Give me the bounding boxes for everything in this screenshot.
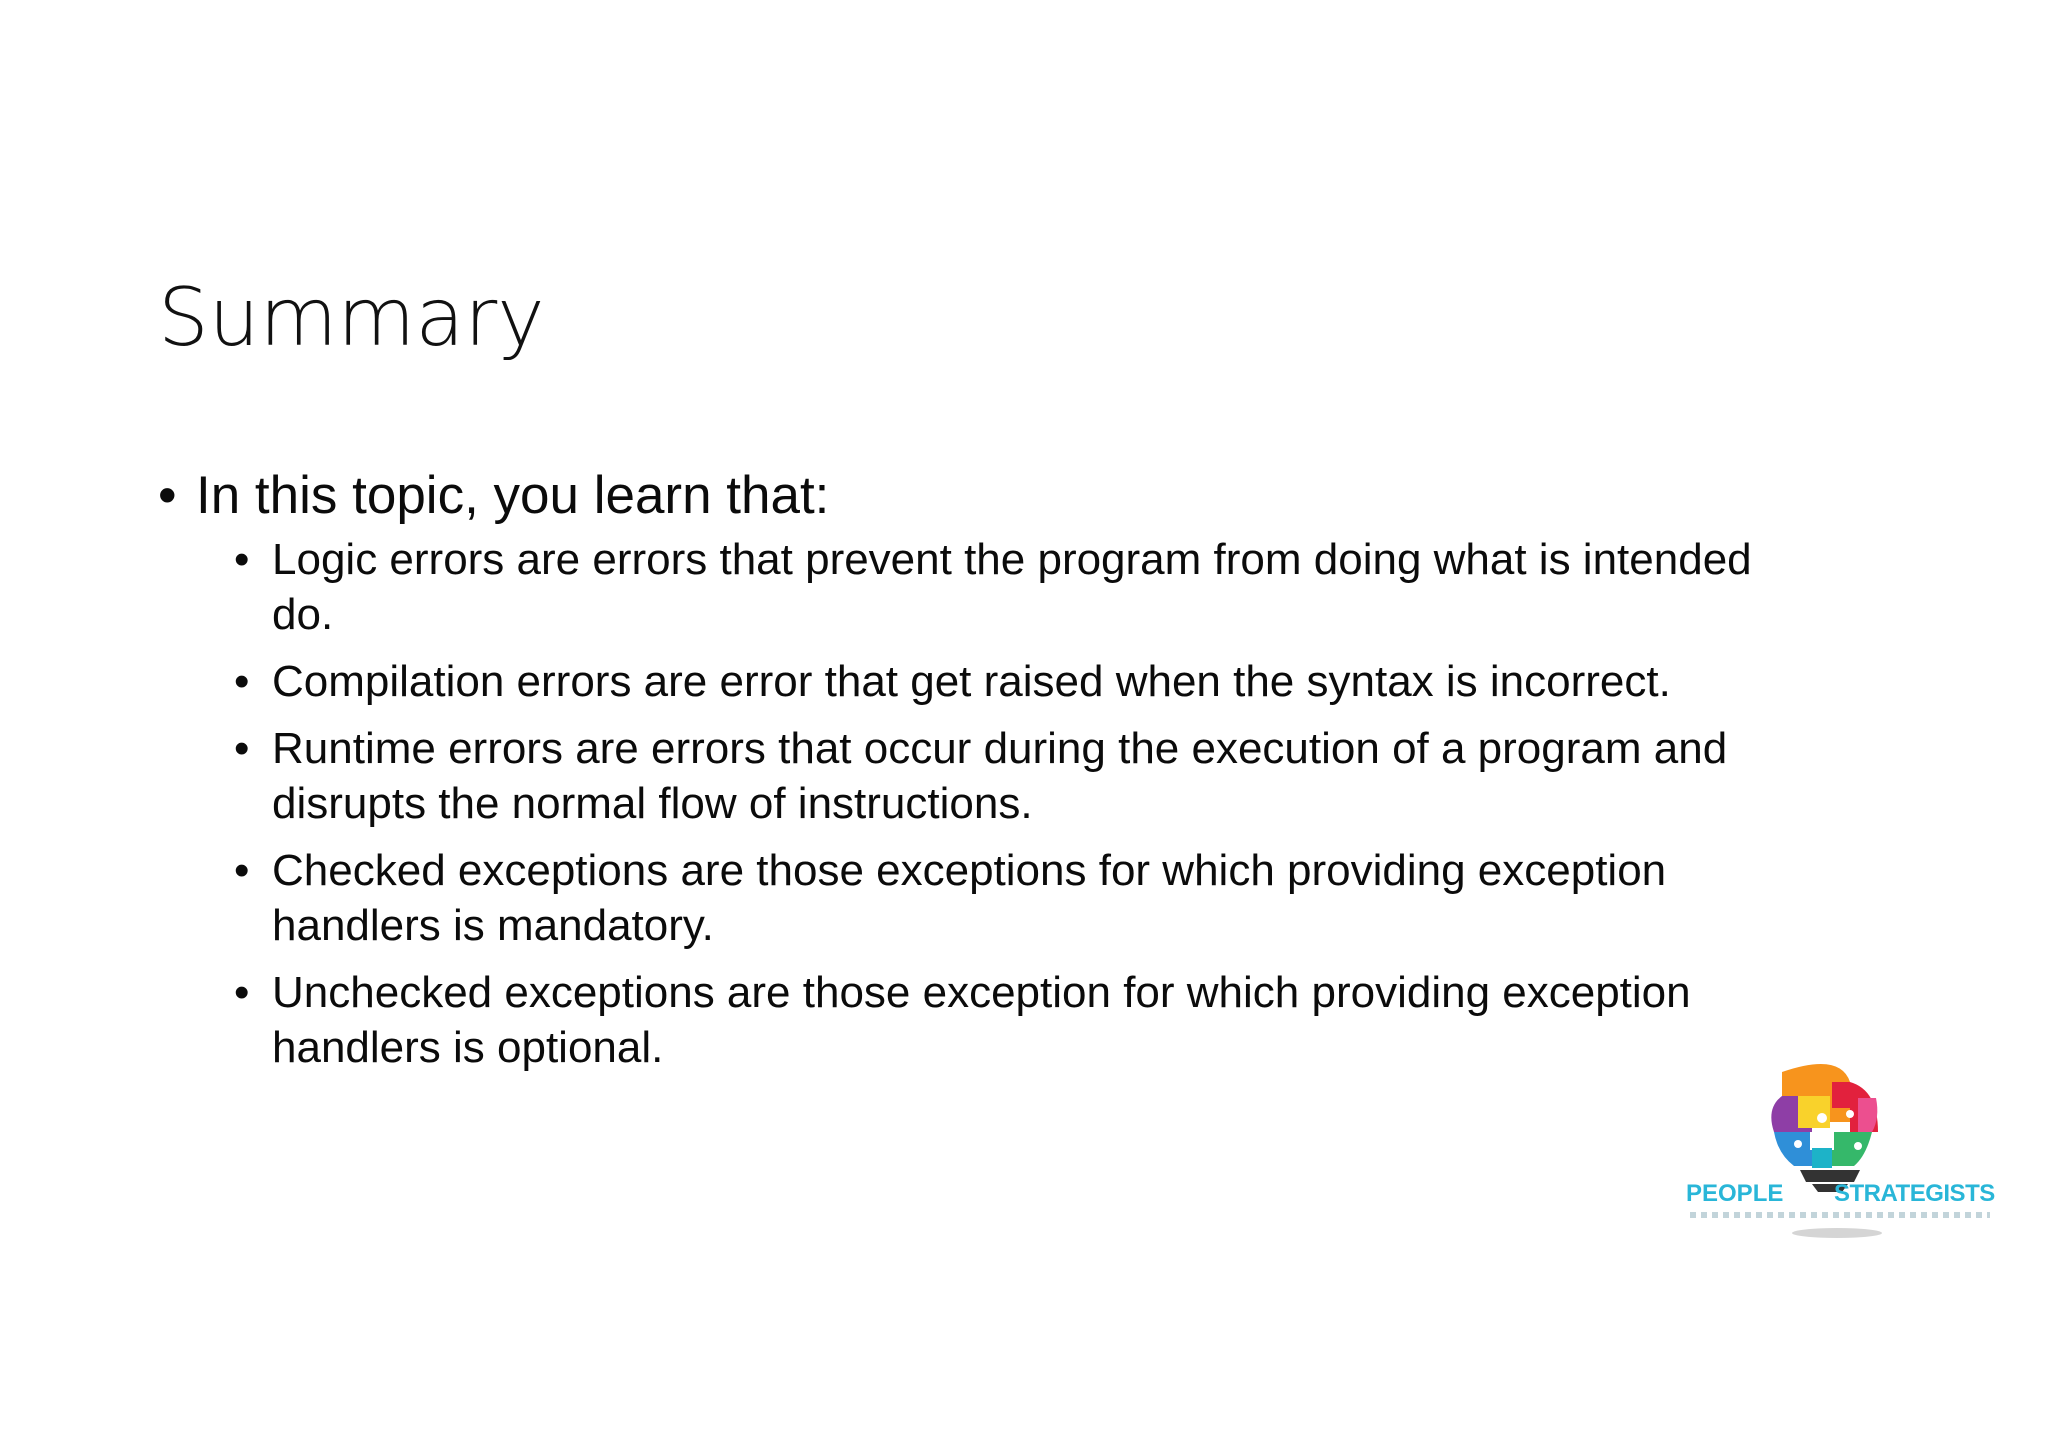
bullet-marker: • <box>234 968 250 1017</box>
point-line: Checked exceptions are those exceptions for which providing exception <box>272 846 1667 895</box>
summary-points-list <box>234 532 1874 1075</box>
point-line: handlers is mandatory. <box>272 901 714 950</box>
point-line: handlers is optional. <box>272 1023 664 1072</box>
logo-wordmark <box>1682 1180 1998 1210</box>
bullet-marker: • <box>234 657 250 706</box>
point-line: do. <box>272 590 334 639</box>
point-line: Unchecked exceptions are those exception for which providing exception <box>272 968 1691 1017</box>
point-line: Runtime errors are errors that occur during the execution of a program and <box>272 724 1728 773</box>
summary-point-checked-exceptions <box>234 843 1874 953</box>
summary-point-logic-errors <box>234 532 1874 642</box>
bullet-marker: • <box>234 724 250 773</box>
point-line: disrupts the normal flow of instructions. <box>272 779 1033 828</box>
summary-point-compilation-errors <box>234 654 1874 709</box>
summary-point-runtime-errors <box>234 721 1874 831</box>
intro-bullet-item <box>158 462 1918 530</box>
bullet-marker: • <box>234 535 250 584</box>
lightbulb-puzzle-icon <box>1682 1062 1998 1192</box>
point-line: Logic errors are errors that prevent the program from doing what is intended <box>272 535 1752 584</box>
slide-content <box>158 462 1918 1087</box>
intro-text: In this topic, you learn that: <box>196 466 830 525</box>
bullet-marker: • <box>234 846 250 895</box>
slide-title: Summary <box>158 271 545 364</box>
logo-text-people: PEOPLE <box>1686 1180 1784 1207</box>
summary-point-unchecked-exceptions <box>234 965 1874 1075</box>
logo-tagline-decoration <box>1690 1212 1990 1218</box>
bullet-marker: • <box>158 466 177 525</box>
people-strategists-logo <box>1682 1062 1998 1246</box>
logo-text-strategists: STRATEGISTS <box>1834 1180 1995 1207</box>
logo-shadow <box>1792 1228 1882 1238</box>
point-line: Compilation errors are error that get raised when the syntax is incorrect. <box>272 657 1671 706</box>
